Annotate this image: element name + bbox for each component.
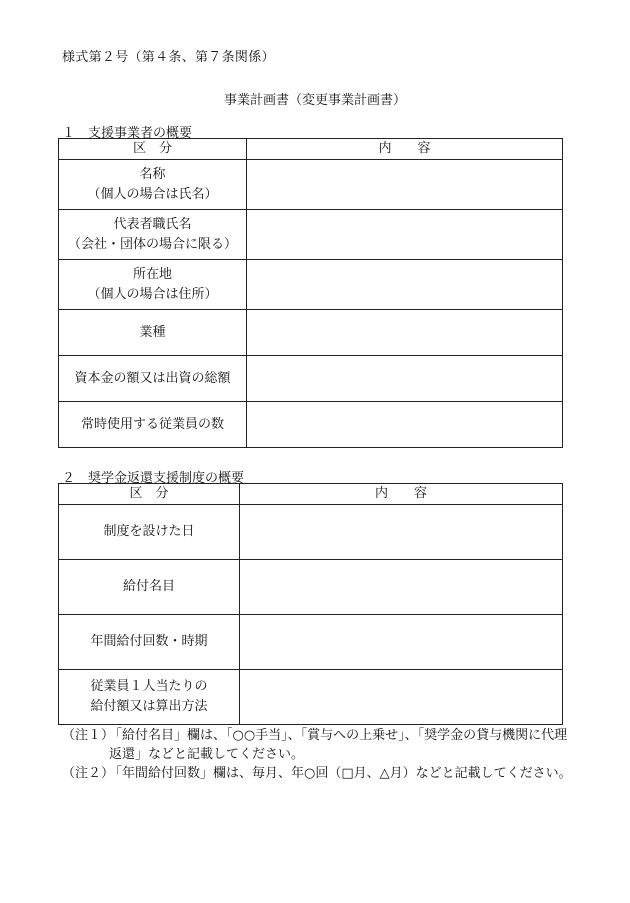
row-label: 制度を設けた日 xyxy=(59,505,240,560)
header-content: 内 容 xyxy=(247,139,563,160)
header-category: 区 分 xyxy=(59,139,247,160)
row-label: 常時使用する従業員の数 xyxy=(59,402,247,448)
table-row xyxy=(59,160,563,210)
table-row xyxy=(59,260,563,310)
table-row xyxy=(59,670,563,725)
table-row xyxy=(59,615,563,670)
header-content: 内 容 xyxy=(240,484,563,505)
section2-heading: ２ 奨学金返還支援制度の概要 xyxy=(62,471,245,486)
note-text: 「給付名目」欄は、「○○手当」、「賞与への上乗せ」、「奨学金の貸与機関に代理返還」などと記載してください。 xyxy=(109,728,568,762)
note-label: （注２） xyxy=(62,766,115,781)
content-cell[interactable] xyxy=(247,310,563,356)
document-title: 事業計画書（変更事業計画書） xyxy=(223,93,406,108)
content-cell[interactable] xyxy=(247,160,563,210)
form-number: 様式第２号（第４条、第７条関係） xyxy=(62,50,275,65)
note-1 xyxy=(62,726,572,764)
table-row xyxy=(59,356,563,402)
content-cell[interactable] xyxy=(247,210,563,260)
note-text: 「年間給付回数」欄は、毎月、年○回（□月、△月）などと記載してください。 xyxy=(109,766,572,781)
row-label: 給付名目 xyxy=(59,560,240,615)
header-category: 区 分 xyxy=(59,484,240,505)
table-row xyxy=(59,402,563,448)
table-row xyxy=(59,560,563,615)
table-header-row xyxy=(59,484,563,505)
table-row xyxy=(59,505,563,560)
content-cell[interactable] xyxy=(240,615,563,670)
row-label: 代表者職氏名 （会社・団体の場合に限る） xyxy=(59,210,247,260)
row-label: 従業員１人当たりの 給付額又は算出方法 xyxy=(59,670,240,725)
row-label: 所在地 （個人の場合は住所） xyxy=(59,260,247,310)
row-label: 年間給付回数・時期 xyxy=(59,615,240,670)
row-label: 名称 （個人の場合は氏名） xyxy=(59,160,247,210)
content-cell[interactable] xyxy=(240,670,563,725)
table-row xyxy=(59,310,563,356)
scholarship-support-table xyxy=(58,483,563,725)
content-cell[interactable] xyxy=(240,505,563,560)
content-cell[interactable] xyxy=(247,260,563,310)
content-cell[interactable] xyxy=(240,560,563,615)
content-cell[interactable] xyxy=(247,356,563,402)
section1-heading: １ 支援事業者の概要 xyxy=(62,126,193,141)
row-label: 業種 xyxy=(59,310,247,356)
note-2 xyxy=(62,764,572,783)
row-label: 資本金の額又は出資の総額 xyxy=(59,356,247,402)
table-header-row xyxy=(59,139,563,160)
note-label: （注１） xyxy=(62,728,115,743)
notes xyxy=(62,726,572,783)
business-overview-table xyxy=(58,138,563,448)
content-cell[interactable] xyxy=(247,402,563,448)
table-row xyxy=(59,210,563,260)
